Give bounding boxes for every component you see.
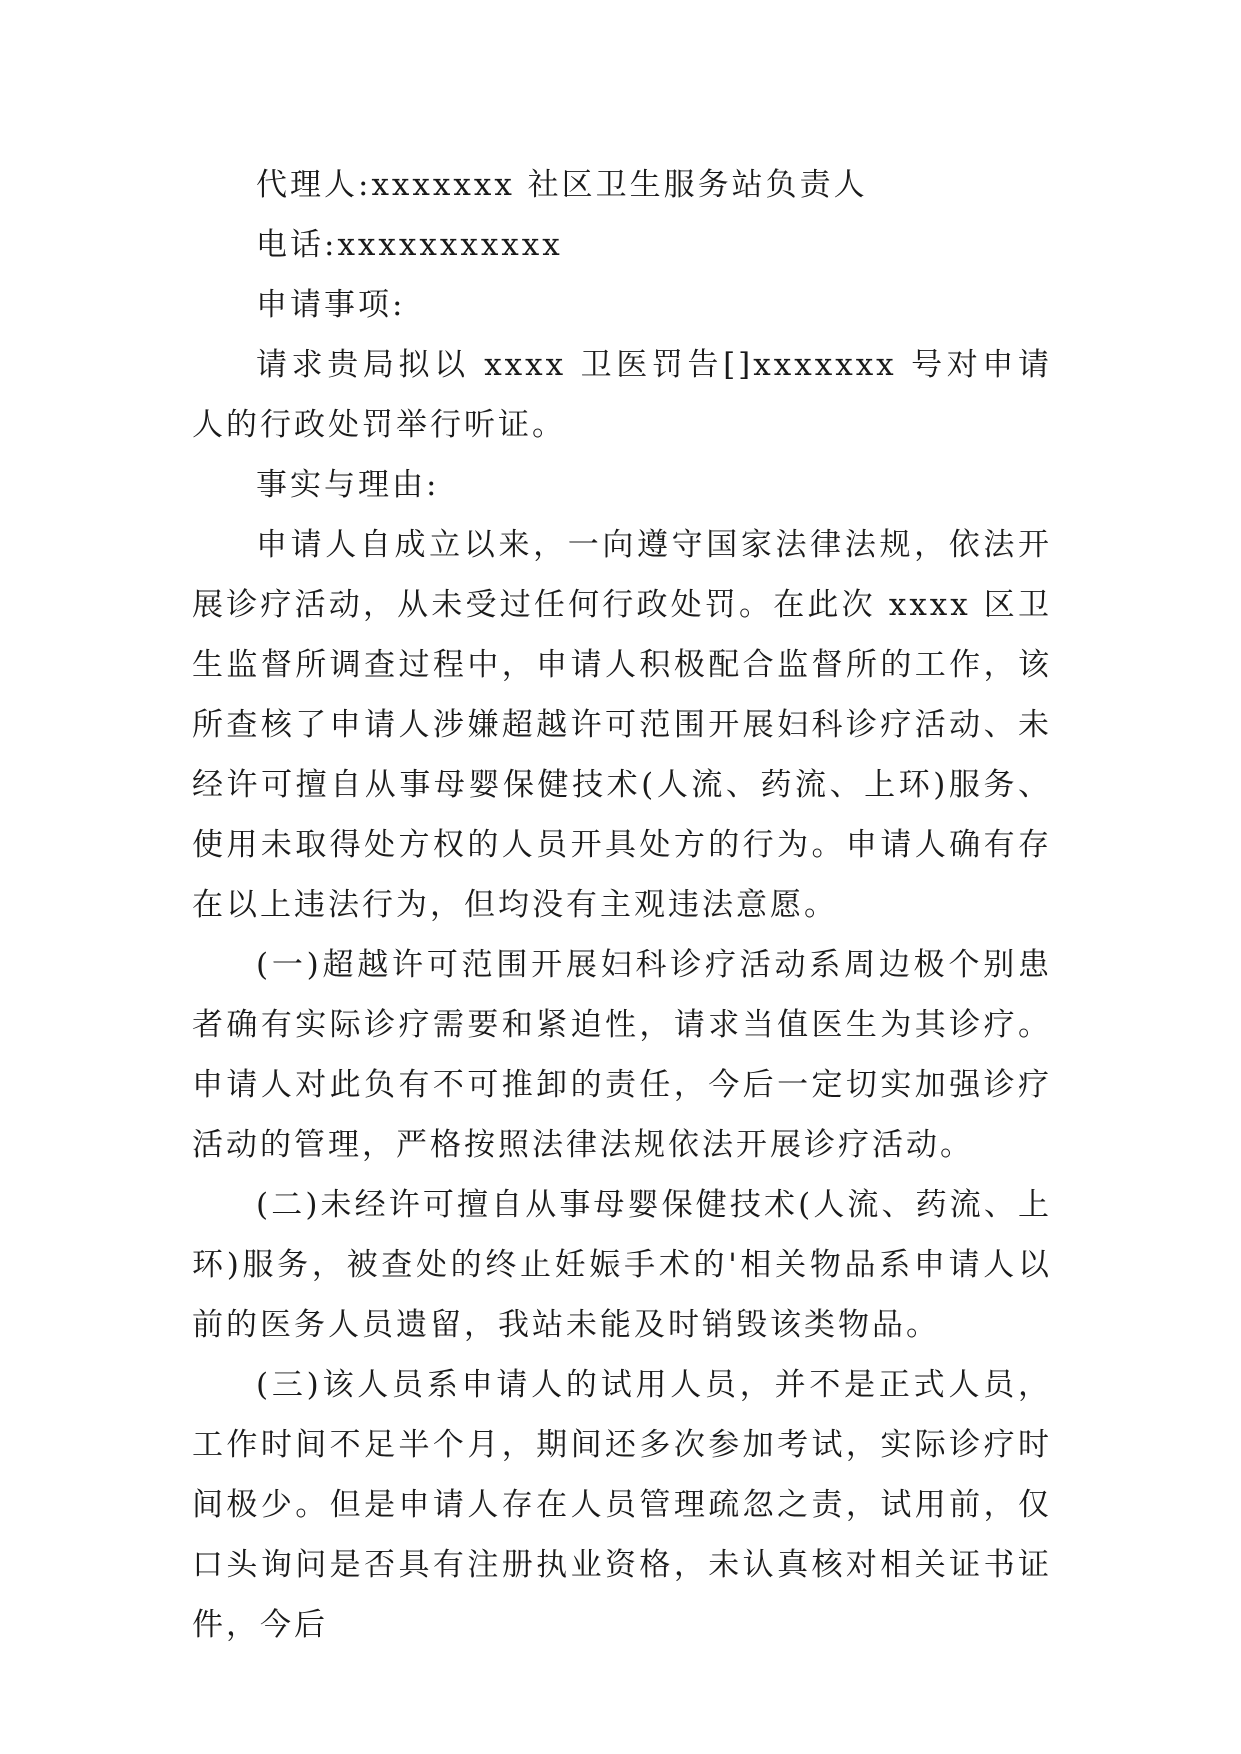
phone-line: 电话:xxxxxxxxxxx xyxy=(256,227,563,263)
document-body xyxy=(192,155,1052,1655)
facts-paragraph: 申请人自成立以来，一向遵守国家法律法规，依法开展诊疗活动，从未受过任何行政处罚。在此次 xxxx 区卫生监督所调查过程中，申请人积极配合监督所的工作，该所查核了申请人涉嫌超越许可范围开展妇科诊疗活动、未经许可擅自从事母婴保健技术(人流、药流、上环)服务、使用未取得处方权的人员开具处方的行为。申请人确有存在以上违法行为，但均没有主观违法意愿。 xyxy=(192,527,1052,923)
point-three-paragraph: (三)该人员系申请人的试用人员，并不是正式人员，工作时间不足半个月，期间还多次参加考试，实际诊疗时间极少。但是申请人存在人员管理疏忽之责，试用前，仅口头询问是否具有注册执业资格，未认真核对相关证书证件，今后 xyxy=(192,1367,1052,1643)
request-paragraph: 请求贵局拟以 xxxx 卫医罚告[]xxxxxxx 号对申请人的行政处罚举行听证。 xyxy=(192,347,1052,443)
facts-heading: 事实与理由: xyxy=(256,467,440,503)
point-one-paragraph: (一)超越许可范围开展妇科诊疗活动系周边极个别患者确有实际诊疗需要和紧迫性，请求当值医生为其诊疗。申请人对此负有不可推卸的责任，今后一定切实加强诊疗活动的管理，严格按照法律法规依法开展诊疗活动。 xyxy=(192,947,1052,1163)
point-two-paragraph: (二)未经许可擅自从事母婴保健技术(人流、药流、上环)服务，被查处的终止妊娠手术的'相关物品系申请人以前的医务人员遗留，我站未能及时销毁该类物品。 xyxy=(192,1187,1052,1343)
agent-line: 代理人:xxxxxxx 社区卫生服务站负责人 xyxy=(256,167,868,203)
request-heading: 申请事项: xyxy=(256,287,406,323)
